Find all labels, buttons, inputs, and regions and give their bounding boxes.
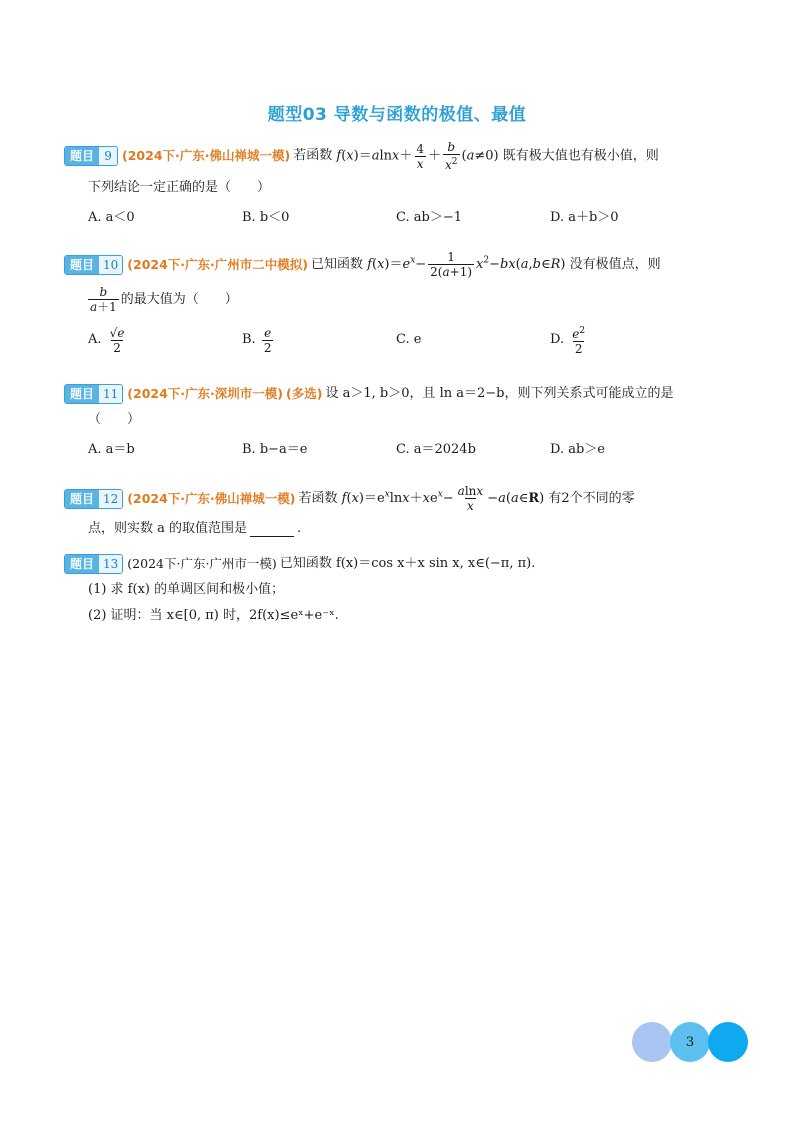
answer-blank[interactable] bbox=[250, 522, 294, 537]
problem-11: 题目 11 (2024下·广东·深圳市一模) (多选) 设 a＞1, b＞0，且 ln a＝2−b，则下列关系式可能成立的是 （ ） A. a＝b B. b−a＝e C. a＝2024b D. ab＞e bbox=[64, 384, 734, 460]
option-a[interactable]: A. a＝b bbox=[88, 442, 135, 457]
options bbox=[64, 324, 734, 356]
formula: $f(x)=e^x-$ $\frac{1}{2(a+1)}$ $x^2-bx(a,b\in R)$ bbox=[367, 250, 570, 279]
decorative-circle bbox=[708, 1022, 748, 1062]
page-number-circle bbox=[670, 1022, 710, 1062]
option-c[interactable]: C. a＝2024b bbox=[396, 442, 476, 457]
options bbox=[64, 208, 734, 228]
page-number: 3 bbox=[685, 1034, 695, 1050]
option-d[interactable]: D. a＋b＞0 bbox=[550, 210, 619, 225]
option-a[interactable]: A. a＜0 bbox=[88, 210, 135, 225]
problem-source: (2024下·广东·佛山禅城一模) bbox=[122, 148, 291, 163]
option-b[interactable]: B. b＜0 bbox=[242, 210, 290, 225]
options bbox=[64, 440, 734, 460]
problem-tag: 题目 12 bbox=[64, 489, 123, 509]
sub-question-2: (2) 证明：当 x∈[0, π) 时，2f(x)≤eˣ+e⁻ˣ. bbox=[88, 608, 339, 623]
problem-tag: 题目 13 bbox=[64, 554, 123, 574]
option-c[interactable]: C. ab＞−1 bbox=[396, 210, 462, 225]
formula: f(x)＝alnx＋ $\frac{4}{x}$ ＋ $\frac{b}{x^2}$ (a≠0) 既有极大值也有极小值，则 bbox=[336, 140, 659, 172]
problem-13: 题目 13 (2024下·广东·广州市一模) 已知函数 f(x)＝cos x＋x sin x, x∈(−π, π). (1) 求 f(x) 的单调区间和极小值； (2) 证明：当 x∈[0, π) 时，2f(x)≤eˣ+e⁻ˣ. bbox=[64, 554, 734, 626]
option-a[interactable]: A. $\frac{√e}{2}$ bbox=[88, 325, 125, 355]
problem-source: (2024下·广东·广州市一模) bbox=[127, 556, 277, 571]
problem-tag: 题目 11 bbox=[64, 384, 123, 404]
fraction-b-over-a-plus-1: $\frac{b}{a+1}$ bbox=[90, 285, 117, 314]
option-c[interactable]: C. e bbox=[396, 332, 422, 347]
formula: $f(x)=e^x\ln x+xe^x-$ $\frac{alnx}{x}$ −a(a∈R) bbox=[341, 484, 549, 513]
page-number-badge bbox=[632, 1022, 750, 1062]
problem-source: (2024下·广东·深圳市一模) bbox=[127, 386, 284, 401]
page-title: 题型03 导数与函数的极值、最值 bbox=[267, 105, 527, 125]
option-d[interactable]: D. $\frac{e^2}{2}$ bbox=[550, 326, 586, 356]
multi-select-badge: (多选) bbox=[286, 386, 323, 401]
problem-tag: 题目 9 bbox=[64, 146, 118, 166]
problem-9: 题目 9 (2024下·广东·佛山禅城一模) 若函数 f(x)＝alnx＋ $\frac{4}{x}$ ＋ $\frac{b}{x^2}$ (a≠0) 既有极大值也有极小值，则 下列结论一定正确的是（ ） A. a＜0 B. b＜0 C. ab＞−1 D. a＋b＞0 bbox=[64, 140, 734, 228]
problem-tag: 题目 10 bbox=[64, 255, 123, 275]
option-b[interactable]: B. b−a＝e bbox=[242, 442, 308, 457]
sub-question-1: (1) 求 f(x) 的单调区间和极小值； bbox=[88, 582, 285, 597]
option-b[interactable]: B. $\frac{e}{2}$ bbox=[242, 325, 272, 355]
option-d[interactable]: D. ab＞e bbox=[550, 442, 605, 457]
problem-10: 题目 10 (2024下·广东·广州市二中模拟) 已知函数 $f(x)=e^x-$ $\frac{1}{2(a+1)}$ $x^2-bx(a,b\in R)$ 没有极值点，则 $\frac{b}{a+1}$ 的最大值为（ ） A. $\frac{√e}{2}$ B. $\frac{e}{2}$ C. e D. $\frac{e^2}{2}$ bbox=[64, 250, 734, 356]
problem-12: 题目 12 (2024下·广东·佛山禅城一模) 若函数 $f(x)=e^x\ln x+xe^x-$ $\frac{alnx}{x}$ −a(a∈R) 有2个不同的零 点，则实数 a 的取值范围是 . bbox=[64, 484, 734, 539]
problem-source: (2024下·广东·佛山禅城一模) bbox=[127, 490, 296, 506]
decorative-circle bbox=[632, 1022, 672, 1062]
problem-source: (2024下·广东·广州市二中模拟) bbox=[127, 256, 309, 272]
